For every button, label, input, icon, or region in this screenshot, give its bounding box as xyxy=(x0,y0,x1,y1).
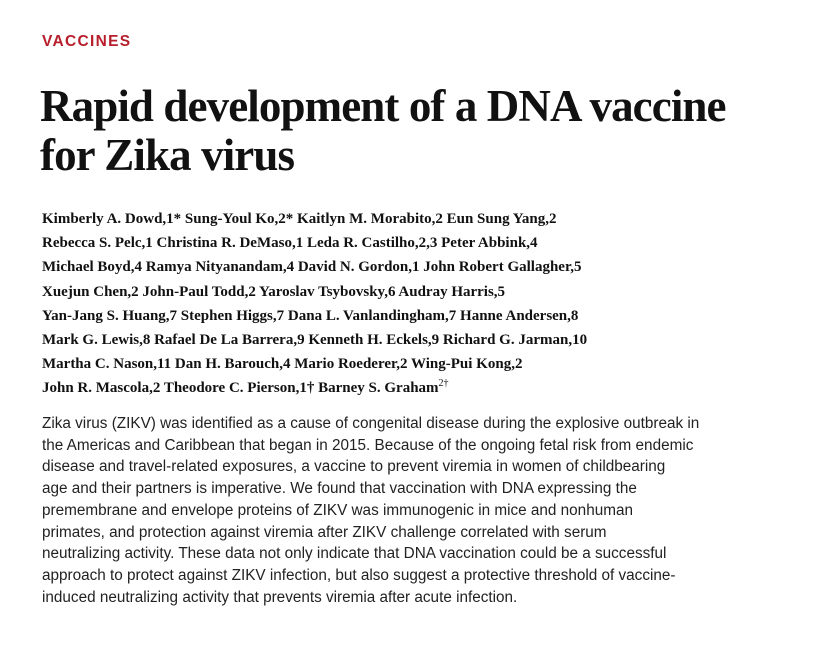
title-line: for Zika virus xyxy=(40,130,295,180)
section-label: VACCINES xyxy=(42,33,132,50)
abstract-line: age and their partners is imperative. We found that vaccination with DNA expressing the xyxy=(42,480,637,498)
author-line: Xuejun Chen,2 John-Paul Todd,2 Yaroslav Tsybovsky,6 Audray Harris,5 xyxy=(42,283,506,300)
abstract-line: the Americas and Caribbean that began in 2015. Because of the ongoing fetal risk from endemic xyxy=(42,436,694,454)
author-line: Yan-Jang S. Huang,7 Stephen Higgs,7 Dana L. Vanlandingham,7 Hanne Andersen,8 xyxy=(42,307,579,324)
affiliation-marker: 2† xyxy=(438,378,449,390)
author-line: John R. Mascola,2 Theodore C. Pierson,1† Barney S. Graham$^{2\dagger}$ xyxy=(42,378,449,397)
abstract xyxy=(42,413,826,608)
abstract-line: induced neutralizing activity that prevents viremia after acute infection. xyxy=(42,588,518,606)
author-line: Rebecca S. Pelc,1 Christina R. DeMaso,1 Leda R. Castilho,2,3 Peter Abbink,4 xyxy=(42,235,538,252)
author-list xyxy=(42,207,822,401)
author-line: Mark G. Lewis,8 Rafael De La Barrera,9 Kenneth H. Eckels,9 Richard G. Jarman,10 xyxy=(42,332,588,349)
abstract-line: neutralizing activity. These data not only indicate that DNA vaccination could be a successful xyxy=(42,545,667,563)
author-line: Michael Boyd,4 Ramya Nityanandam,4 David N. Gordon,1 John Robert Gallagher,5 xyxy=(42,259,582,276)
article-title xyxy=(40,82,820,180)
title-line: Rapid development of a DNA vaccine xyxy=(40,81,726,131)
abstract-line: Zika virus (ZIKV) was identified as a cause of congenital disease during the explosive outbreak in xyxy=(42,415,700,432)
abstract-line: premembrane and envelope proteins of ZIKV was immunogenic in mice and nonhuman xyxy=(42,501,633,519)
abstract-line: approach to protect against ZIKV infection, but also suggest a protective threshold of vaccine- xyxy=(42,566,676,584)
abstract-line: primates, and protection against viremia after ZIKV challenge correlated with serum xyxy=(42,523,607,541)
abstract-line: disease and travel-related exposures, a vaccine to prevent viremia in women of childbearing xyxy=(42,458,666,476)
author-line: Martha C. Nason,11 Dan H. Barouch,4 Mario Roederer,2 Wing-Pui Kong,2 xyxy=(42,356,523,373)
author-line: Kimberly A. Dowd,1* Sung-Youl Ko,2* Kaitlyn M. Morabito,2 Eun Sung Yang,2 xyxy=(42,211,557,227)
